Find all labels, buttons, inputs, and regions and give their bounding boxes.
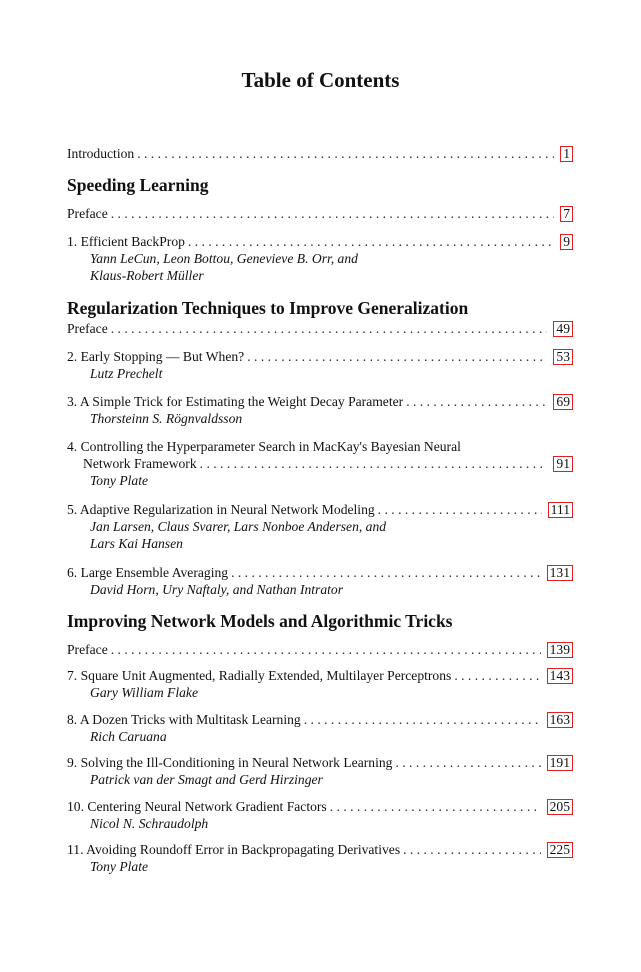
- page-title: Table of Contents: [241, 68, 400, 92]
- entry-title-line1: 4. Controlling the Hyperparameter Search in MacKay's Bayesian Neural: [67, 439, 461, 454]
- toc-entry-preface[interactable]: [67, 320, 573, 337]
- chapter-authors: David Horn, Ury Naftaly, and Nathan Intrator: [90, 582, 343, 597]
- toc-entry-chapter[interactable]: [67, 564, 573, 598]
- page-link[interactable]: 143: [547, 668, 573, 684]
- entry-title: 7. Square Unit Augmented, Radially Extended, Multilayer Perceptrons: [67, 668, 452, 683]
- toc-entry-chapter[interactable]: [67, 501, 573, 552]
- chapter-authors: Lars Kai Hansen: [90, 536, 183, 551]
- page-link[interactable]: 1: [560, 146, 573, 162]
- toc-entry-preface[interactable]: [67, 205, 573, 222]
- entry-title: 11. Avoiding Roundoff Error in Backpropagating Derivatives: [67, 842, 401, 857]
- chapter-authors: Tony Plate: [90, 473, 149, 488]
- entry-title: 9. Solving the Ill-Conditioning in Neural Network Learning: [67, 755, 393, 770]
- section-heading: Regularization Techniques to Improve Generalization: [67, 298, 469, 318]
- page-link[interactable]: 111: [548, 502, 573, 518]
- page-link[interactable]: 205: [547, 799, 573, 815]
- entry-title: 5. Adaptive Regularization in Neural Network Modeling: [67, 502, 375, 517]
- entry-title: 10. Centering Neural Network Gradient Factors: [67, 799, 327, 814]
- toc-entry-chapter[interactable]: [67, 393, 573, 427]
- page-link[interactable]: 9: [560, 234, 573, 250]
- page-link[interactable]: 53: [553, 349, 573, 365]
- toc-entry-introduction[interactable]: [67, 145, 573, 162]
- toc-entry-chapter[interactable]: [67, 841, 573, 875]
- chapter-authors: Tony Plate: [90, 859, 149, 874]
- entry-title: Network Framework: [83, 456, 197, 471]
- entry-title: 6. Large Ensemble Averaging: [67, 565, 229, 580]
- toc-entry-chapter[interactable]: [67, 348, 573, 382]
- page-link[interactable]: 131: [547, 565, 573, 581]
- toc-entry-preface[interactable]: [67, 641, 573, 658]
- chapter-authors: Rich Caruana: [90, 729, 167, 744]
- page-link[interactable]: 139: [547, 642, 573, 658]
- entry-title: 2. Early Stopping — But When?: [67, 349, 245, 364]
- entry-title: 3. A Simple Trick for Estimating the Weight Decay Parameter: [67, 394, 404, 409]
- page-link[interactable]: 91: [553, 456, 573, 472]
- page-link[interactable]: 69: [553, 394, 573, 410]
- chapter-authors: Lutz Prechelt: [90, 366, 163, 381]
- entry-title: Preface: [67, 642, 108, 657]
- toc-entry-chapter[interactable]: [67, 711, 573, 745]
- entry-title: Preface: [67, 206, 108, 221]
- entry-title: Preface: [67, 321, 108, 336]
- toc-entry-chapter[interactable]: [67, 798, 573, 832]
- chapter-authors: Jan Larsen, Claus Svarer, Lars Nonboe Andersen, and: [90, 519, 387, 534]
- toc-entry-chapter[interactable]: [67, 233, 573, 284]
- section-heading: Improving Network Models and Algorithmic Tricks: [67, 611, 453, 631]
- chapter-authors: Klaus-Robert Müller: [90, 268, 204, 283]
- page-link[interactable]: 225: [547, 842, 573, 858]
- entry-title: 1. Efficient BackProp: [67, 234, 185, 249]
- toc-entry-chapter[interactable]: [67, 438, 573, 489]
- chapter-authors: Nicol N. Schraudolph: [90, 816, 209, 831]
- toc-entry-chapter[interactable]: [67, 754, 573, 788]
- section-heading: Speeding Learning: [67, 175, 209, 195]
- entry-title: Introduction: [67, 146, 135, 161]
- page-link[interactable]: 49: [553, 321, 573, 337]
- page-link[interactable]: 191: [547, 755, 573, 771]
- page-link[interactable]: 163: [547, 712, 573, 728]
- chapter-authors: Patrick van der Smagt and Gerd Hirzinger: [90, 772, 323, 787]
- chapter-authors: Gary William Flake: [90, 685, 198, 700]
- entry-title: 8. A Dozen Tricks with Multitask Learning: [67, 712, 301, 727]
- chapter-authors: Thorsteinn S. Rögnvaldsson: [90, 411, 243, 426]
- chapter-authors: Yann LeCun, Leon Bottou, Genevieve B. Orr, and: [90, 251, 358, 266]
- page-link[interactable]: 7: [560, 206, 573, 222]
- toc-entry-chapter[interactable]: [67, 667, 573, 701]
